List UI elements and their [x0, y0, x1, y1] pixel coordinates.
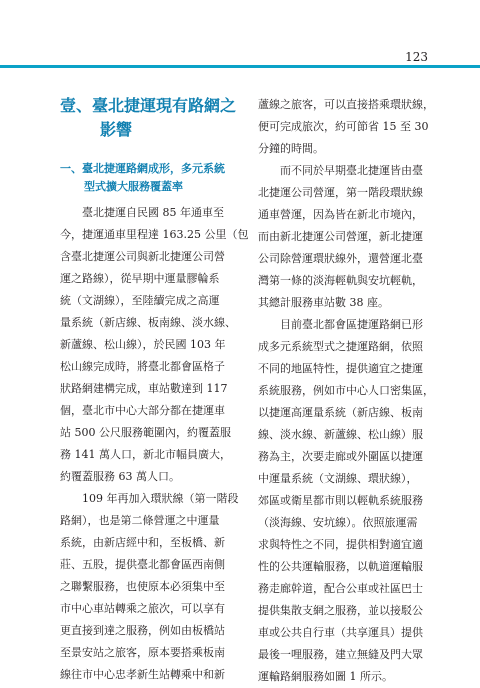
text-line: 郊區或衛星都市則以輕軌系統服務	[258, 494, 423, 507]
text-line: 運輸路網服務如圖 1 所示。	[258, 670, 393, 683]
text-line: 其總計服務車站數 38 座。	[258, 296, 389, 309]
text-line: （淡海線、安坑線）。依照旅運需	[258, 516, 418, 529]
text-line: 運之路線），從早期中運量膠輪系	[60, 272, 220, 285]
section-title	[60, 160, 240, 196]
text-line: 量系統（新店線、板南線、淡水線、	[60, 316, 236, 329]
text-line: 務為主，次要走廊或外圍區以捷運	[258, 450, 423, 463]
text-line: 之聯繫服務，也使原本必須集中至	[60, 580, 225, 593]
text-line: 性的公共運輸服務，以軌道運輸服	[258, 560, 423, 573]
header-rule	[0, 65, 480, 68]
text-line: 求與特性之不同，提供相對適宜適	[258, 538, 423, 551]
text-line: 務 141 萬人口，新北市幅員廣大，	[60, 448, 231, 461]
section-title-line-2: 型式擴大服務覆蓋率	[84, 180, 183, 193]
text-line: 線、淡水線、新蘆線、松山線）服	[258, 428, 423, 441]
text-line: 便可完成旅次，約可節省 15 至 30	[258, 120, 429, 133]
left-column	[60, 94, 249, 686]
text-line: 不同的地區特性，提供適宜之捷運	[258, 362, 423, 375]
right-paragraph-1	[258, 160, 430, 314]
right-paragraph-2	[258, 314, 434, 688]
chapter-title-line-2: 影響	[100, 120, 133, 139]
text-line: 系統服務，例如市中心人口密集區，	[258, 384, 434, 397]
text-line: 成多元系統型式之捷運路網，依照	[258, 340, 423, 353]
text-line: 車或公共自行車（共享運具）提供	[258, 626, 423, 639]
text-line: 灣第一條的淡海輕軌與安坑輕軌，	[258, 274, 423, 287]
chapter-title-line-1: 壹、臺北捷運現有路網之	[60, 96, 237, 115]
text-line: 個，臺北市中心大部分都在捷運車	[60, 404, 225, 417]
text-line: 統（文湖線），至陸續完成之高運	[60, 294, 220, 307]
section-title-line-1: 一、臺北捷運路網成形，多元系統	[60, 162, 225, 175]
right-column	[258, 94, 434, 688]
text-line: 目前臺北都會區捷運路網已形	[280, 318, 423, 331]
text-line: 狀路網建構完成，車站數達到 117	[60, 382, 228, 395]
text-line: 中運量系統（文湖線、環狀線），	[258, 472, 418, 485]
text-line: 含臺北捷運公司與新北捷運公司營	[60, 250, 225, 263]
text-line: 109 年再加入環狀線（第一階段	[82, 492, 239, 505]
text-line: 最後一哩服務，建立無縫及門大眾	[258, 648, 423, 661]
text-line: 松山線完成時，將臺北都會區格子	[60, 360, 225, 373]
left-paragraph-1	[60, 202, 249, 488]
page-number: 123	[405, 50, 428, 64]
text-line: 而由新北捷運公司營運，新北捷運	[258, 230, 423, 243]
text-line: 今，捷運通車里程達 163.25 公里（包	[60, 228, 249, 241]
text-line: 分鐘的時間。	[258, 142, 324, 155]
text-line: 站 500 公尺服務範圍內，約覆蓋服	[60, 426, 231, 439]
left-paragraph-2	[60, 488, 240, 686]
text-line: 新蘆線、松山線），於民國 103 年	[60, 338, 226, 351]
text-line: 線往市中心忠孝新生站轉乘中和新	[60, 668, 225, 681]
text-line: 臺北捷運自民國 85 年通車至	[82, 206, 224, 219]
text-line: 系統，由新店經中和，至板橋、新	[60, 536, 225, 549]
text-line: 路網），也是第二條營運之中運量	[60, 514, 220, 527]
text-line: 提供集散支網之服務，並以接駁公	[258, 604, 423, 617]
text-line: 莊、五股，提供臺北都會區西南側	[60, 558, 225, 571]
text-line: 通車營運，因為皆在新北市境內，	[258, 208, 423, 221]
chapter-title	[60, 94, 240, 142]
text-line: 蘆線之旅客，可以直接搭乘環狀線，	[258, 98, 434, 111]
text-line: 約覆蓋服務 63 萬人口。	[60, 470, 180, 483]
text-line: 務走廊幹道，配合公車或社區巴士	[258, 582, 423, 595]
text-line: 至景安站之旅客，原本要搭乘板南	[60, 646, 225, 659]
text-line: 北捷運公司營運，第一階段環狀線	[258, 186, 423, 199]
text-line: 公司除營運環狀線外，還營運北臺	[258, 252, 423, 265]
text-line: 更直接到達之服務，例如由板橋站	[60, 624, 225, 637]
text-line: 以捷運高運量系統（新店線、板南	[258, 406, 423, 419]
right-paragraph-continuation	[258, 94, 434, 160]
text-line: 市中心車站轉乘之旅次，可以享有	[60, 602, 225, 615]
text-line: 而不同於早期臺北捷運皆由臺	[280, 164, 423, 177]
